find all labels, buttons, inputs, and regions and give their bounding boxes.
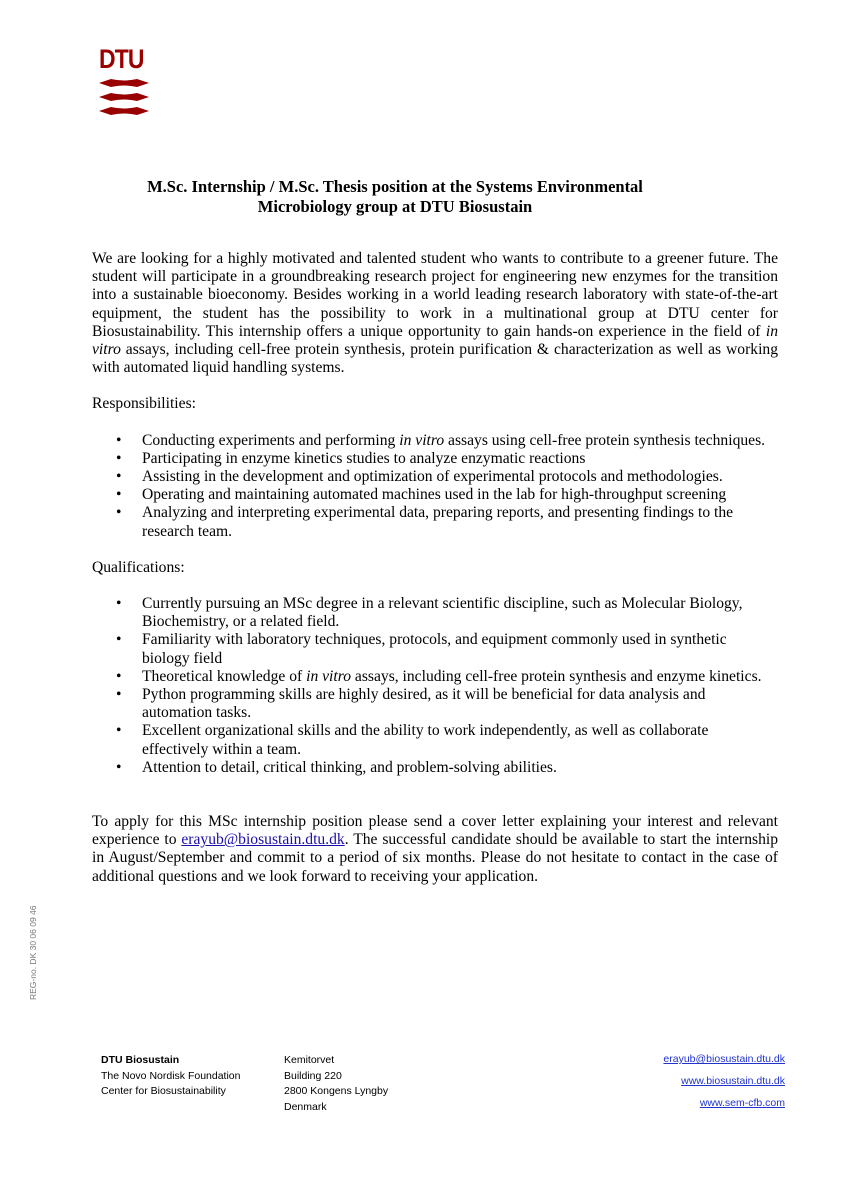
footer-sem-link[interactable]: www.sem-cfb.com — [699, 1097, 785, 1109]
list-item — [92, 504, 778, 540]
text: Analyzing and interpreting experimental data, preparing reports, and presenting findings to the research team. — [142, 504, 734, 540]
text: Familiarity with laboratory techniques, protocols, and equipment commonly used in synthetic biology field — [142, 631, 727, 667]
logo-waves-icon — [99, 79, 149, 117]
text: . The successful candidate should be available to start the internship in August/September and commit to a period of six months. Please do not hesitate to contact in the case of additional questions and we look forward to receiving your application. — [92, 831, 778, 885]
logo-text: DTU — [99, 44, 144, 74]
list-item — [92, 759, 778, 777]
list-item — [92, 722, 778, 758]
list-item — [92, 468, 778, 486]
text: assays, including cell-free protein synthesis, protein purification & characterization as well as working with automated liquid handling systems. — [92, 341, 778, 377]
text: Excellent organizational skills and the ability to work independently, as well as collaborate effectively within a team. — [142, 722, 709, 758]
italic-text: in vitro — [92, 322, 778, 359]
list-item — [92, 450, 778, 468]
footer-address — [284, 1053, 388, 1115]
responsibilities-heading: Responsibilities: — [92, 395, 196, 413]
title-line-1: M.Sc. Internship / M.Sc. Thesis position at the Systems Environmental — [147, 177, 643, 196]
address-line: Building 220 — [284, 1069, 342, 1082]
responsibilities-list — [92, 432, 778, 541]
footer-website-link[interactable]: www.biosustain.dtu.dk — [681, 1075, 785, 1087]
text: Participating in enzyme kinetics studies to analyze enzymatic reactions — [142, 449, 586, 467]
intro-paragraph — [92, 250, 778, 377]
text: assays, including cell-free protein synthesis and enzyme kinetics. — [351, 667, 762, 685]
italic-text: in vitro — [399, 431, 445, 449]
document-body — [92, 250, 778, 886]
footer-organization — [101, 1053, 241, 1100]
footer-org-line: The Novo Nordisk Foundation — [101, 1069, 241, 1082]
text: Attention to detail, critical thinking, and problem-solving abilities. — [142, 758, 557, 776]
list-item — [92, 486, 778, 504]
text: Theoretical knowledge of — [142, 667, 307, 685]
text: Assisting in the development and optimization of experimental protocols and methodologies. — [142, 468, 723, 486]
text: We are looking for a highly motivated and talented student who wants to contribute to a greener future. The student will participate in a groundbreaking research project for engineering new enzymes for the transition into a sustainable bioeconomy. Besides working in a world leading research laboratory with state-of-the-art equipment, the student has the possibility to work in a multinational group at DTU center for Biosustainability. This internship offers a unique opportunity to gain hands-on experience in the field of — [92, 250, 778, 340]
text: Python programming skills are highly desired, as it will be beneficial for data analysis and automation tasks. — [142, 686, 706, 722]
address-line: 2800 Kongens Lyngby — [284, 1085, 389, 1097]
italic-text: in vitro — [306, 667, 352, 685]
text: To apply for this MSc internship position please send a cover letter explaining your interest and relevant experience to — [92, 813, 778, 849]
list-item — [92, 631, 778, 667]
title-line-2: Microbiology group at DTU Biosustain — [257, 197, 533, 216]
footer-email-link[interactable]: erayub@biosustain.dtu.dk — [663, 1053, 785, 1065]
address-line: Kemitorvet — [284, 1054, 335, 1066]
dtu-logo — [99, 46, 149, 117]
qualifications-list — [92, 595, 778, 777]
page-title — [92, 177, 698, 217]
list-item — [92, 595, 778, 631]
registration-number: REG-no. DK 30 06 09 46 — [28, 905, 38, 1000]
list-item — [92, 668, 778, 686]
qualifications-heading: Qualifications: — [92, 558, 185, 576]
text: Currently pursuing an MSc degree in a relevant scientific discipline, such as Molecular Biology, Biochemistry, or a related field. — [142, 595, 743, 631]
list-item — [92, 432, 778, 450]
footer-links — [663, 1048, 785, 1114]
list-item — [92, 686, 778, 722]
footer-org-line: Center for Biosustainability — [101, 1085, 226, 1097]
text: Operating and maintaining automated machines used in the lab for high-throughput screening — [142, 486, 727, 504]
email-link[interactable]: erayub@biosustain.dtu.dk — [181, 831, 345, 849]
text: Conducting experiments and performing — [142, 431, 400, 449]
address-line: Denmark — [284, 1100, 327, 1113]
text: assays using cell-free protein synthesis techniques. — [444, 431, 766, 449]
apply-paragraph — [92, 813, 778, 886]
footer-org-name: DTU Biosustain — [101, 1054, 180, 1066]
